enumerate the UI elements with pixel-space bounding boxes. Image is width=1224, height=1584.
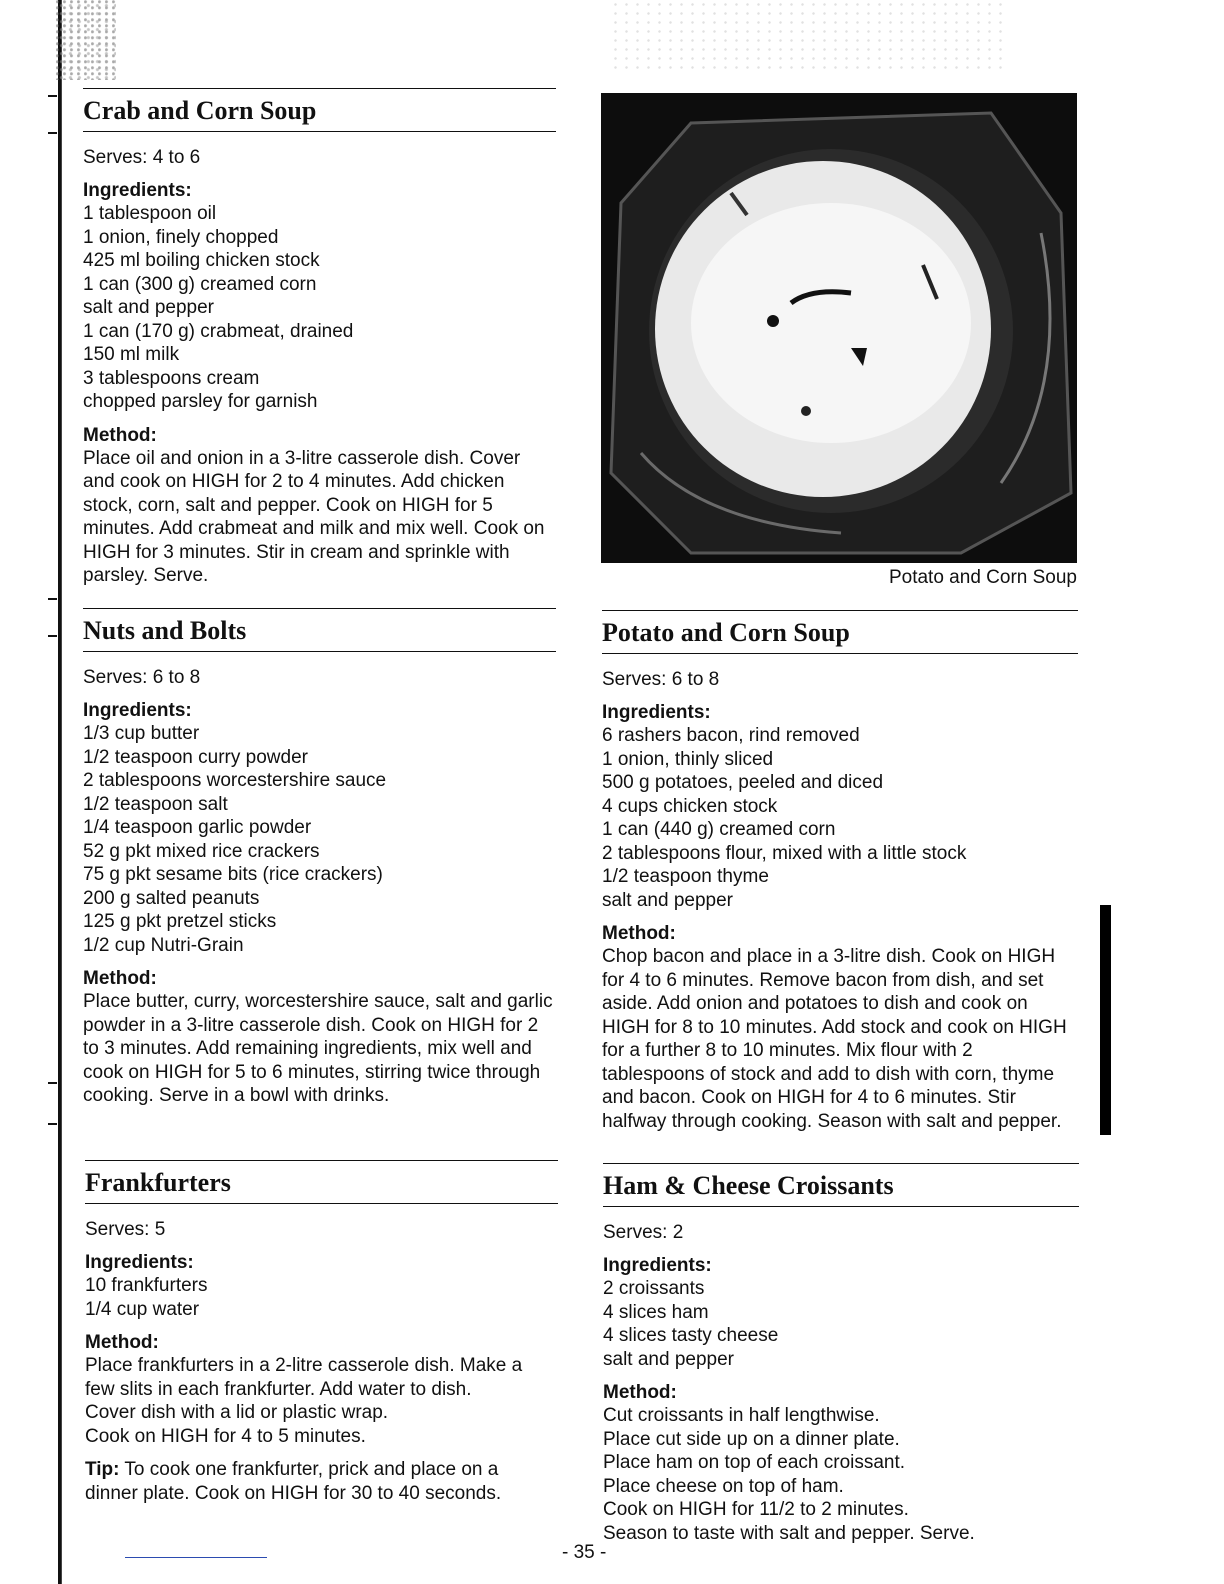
recipe-title: Frankfurters [85, 1160, 558, 1204]
section-marker-bar [1100, 905, 1111, 1135]
recipe-title: Potato and Corn Soup [602, 610, 1078, 654]
recipe-title: Ham & Cheese Croissants [603, 1163, 1079, 1207]
serves: Serves: 5 [85, 1219, 166, 1240]
ingredient: 1/2 cup Nutri-Grain [83, 934, 244, 956]
ingredient: 200 g salted peanuts [83, 887, 260, 909]
method-text [603, 1404, 1079, 1545]
ingredients-list [603, 1277, 1079, 1371]
margin-tick [48, 635, 57, 637]
ingredient: 3 tablespoons cream [83, 367, 260, 389]
ingredient: 4 slices ham [603, 1301, 709, 1323]
footer-rule [125, 1557, 267, 1558]
ingredient: 6 rashers bacon, rind removed [602, 725, 860, 746]
method-line: Cover dish with a lid or plastic wrap. [85, 1402, 389, 1423]
recipe-ham-cheese-croissants [603, 1163, 1079, 1545]
margin-tick [48, 132, 57, 134]
ingredient: 1 can (170 g) crabmeat, drained [83, 320, 354, 342]
ingredient: 1 can (440 g) creamed corn [602, 819, 836, 840]
ingredient: 4 slices tasty cheese [603, 1325, 779, 1346]
recipe-crab-corn-soup [83, 88, 556, 588]
method-label: Method: [85, 1332, 159, 1353]
margin-tick [48, 598, 57, 600]
method-label: Method: [83, 424, 157, 446]
ingredients-label: Ingredients: [85, 1252, 194, 1273]
recipe-photo [601, 93, 1077, 563]
method-text: Place oil and onion in a 3-litre casserole dish. Cover and cook on HIGH for 2 to 4 minutes. Add chicken stock, corn, salt and pepper. Cook on HIGH for 5 minutes. Add crabmeat and milk and mix well. Cook on HIGH for 3 minutes. Stir in cream and sprinkle with parsley. Serve. [83, 447, 545, 586]
method-line: Cut croissants in half lengthwise. [603, 1405, 880, 1426]
serves: Serves: 4 to 6 [83, 147, 201, 168]
ingredient: 1 tablespoon oil [83, 203, 217, 224]
ingredient: 1/4 teaspoon garlic powder [83, 817, 312, 838]
ingredient: 4 cups chicken stock [602, 795, 778, 817]
page-binding-edge [58, 0, 66, 1584]
ingredient: salt and pepper [602, 889, 733, 911]
ingredients-list [85, 1274, 558, 1321]
method-line: few slits in each frankfurter. Add water to dish. [85, 1378, 472, 1400]
tip-text [85, 1458, 535, 1505]
ingredients-list [83, 722, 556, 957]
ingredient: 1/2 teaspoon thyme [602, 866, 769, 887]
ingredient: 1/4 cup water [85, 1298, 200, 1320]
ingredient: 1/2 teaspoon salt [83, 793, 228, 815]
photo-caption: Potato and Corn Soup [888, 567, 1077, 588]
margin-tick [48, 1123, 57, 1125]
serves: Serves: 2 [603, 1222, 684, 1243]
ingredient: 75 g pkt sesame bits (rice crackers) [83, 864, 383, 885]
ingredient: 2 croissants [603, 1278, 705, 1299]
method-text: Chop bacon and place in a 3-litre dish. Cook on HIGH for 4 to 6 minutes. Remove bacon from dish, and set aside. Add onion and potatoes to dish and cook on HIGH for 8 to 10 minutes. Add stock and cook on HIGH for a further 8 to 10 minutes. Mix flour with 2 tablespoons of stock and add to dish with corn, thyme and bacon. Cook on HIGH for 4 to 6 minutes. Stir halfway through cooking. Season with salt and pepper. [602, 946, 1067, 1132]
ingredient: 1 can (300 g) creamed corn [83, 273, 317, 295]
ingredients-list [83, 202, 556, 414]
method-line: Place ham on top of each croissant. [603, 1452, 906, 1473]
ingredients-list [602, 724, 1078, 912]
method-line: Cook on HIGH for 11/2 to 2 minutes. [603, 1499, 909, 1520]
method-label: Method: [603, 1382, 677, 1403]
method-line: Place cheese on top of ham. [603, 1475, 844, 1497]
ingredient: 1 onion, finely chopped [83, 226, 279, 248]
ingredient: 1/3 cup butter [83, 723, 200, 744]
ingredient: salt and pepper [83, 297, 214, 318]
page-number: - 35 - [562, 1542, 607, 1563]
method-label: Method: [83, 968, 157, 989]
recipe-title: Crab and Corn Soup [83, 88, 556, 132]
ingredient: 2 tablespoons worcestershire sauce [83, 770, 387, 791]
method-line: Cook on HIGH for 4 to 5 minutes. [85, 1425, 366, 1447]
recipe-potato-corn-soup [602, 610, 1078, 1133]
soup-dish-image [601, 93, 1077, 563]
ingredient: 150 ml milk [83, 344, 180, 365]
ingredients-label: Ingredients: [83, 180, 192, 201]
ingredients-label: Ingredients: [83, 700, 192, 721]
ingredients-label: Ingredients: [602, 702, 711, 723]
ingredients-label: Ingredients: [603, 1255, 712, 1276]
ingredient: 125 g pkt pretzel sticks [83, 911, 277, 932]
tip-label: Tip: [85, 1459, 120, 1480]
method-label: Method: [602, 923, 676, 944]
method-text [85, 1354, 558, 1448]
margin-tick [48, 95, 57, 97]
method-text: Place butter, curry, worcestershire sauce, salt and garlic powder in a 3-litre casserole dish. Cook on HIGH for 2 to 3 minutes. Add remaining ingredients, mix well and cook on HIGH for 5 to 6 minutes, stirring twice through cooking. Serve in a bowl with drinks. [83, 991, 553, 1106]
method-line: Place frankfurters in a 2-litre casserole dish. Make a [85, 1355, 523, 1376]
ingredient: 2 tablespoons flour, mixed with a little stock [602, 842, 967, 864]
ingredient: 500 g potatoes, peeled and diced [602, 772, 884, 793]
serves: Serves: 6 to 8 [602, 669, 720, 690]
margin-tick [48, 1082, 57, 1084]
tip-body: To cook one frankfurter, prick and place on a dinner plate. Cook on HIGH for 30 to 40 seconds. [85, 1459, 502, 1504]
ingredient: 52 g pkt mixed rice crackers [83, 840, 320, 862]
ingredient: salt and pepper [603, 1348, 734, 1370]
method-line: Season to taste with salt and pepper. Serve. [603, 1522, 975, 1544]
scan-noise [56, 0, 116, 80]
recipe-frankfurters [85, 1160, 558, 1505]
ingredient: 1/2 teaspoon curry powder [83, 746, 308, 768]
scan-noise-top [610, 0, 1010, 75]
ingredient: chopped parsley for garnish [83, 391, 318, 412]
method-line: Place cut side up on a dinner plate. [603, 1428, 900, 1450]
recipe-nuts-and-bolts [83, 608, 556, 1108]
serves: Serves: 6 to 8 [83, 667, 201, 688]
ingredient: 1 onion, thinly sliced [602, 748, 774, 770]
ingredient: 10 frankfurters [85, 1275, 208, 1296]
recipe-title: Nuts and Bolts [83, 608, 556, 652]
ingredient: 425 ml boiling chicken stock [83, 250, 320, 271]
